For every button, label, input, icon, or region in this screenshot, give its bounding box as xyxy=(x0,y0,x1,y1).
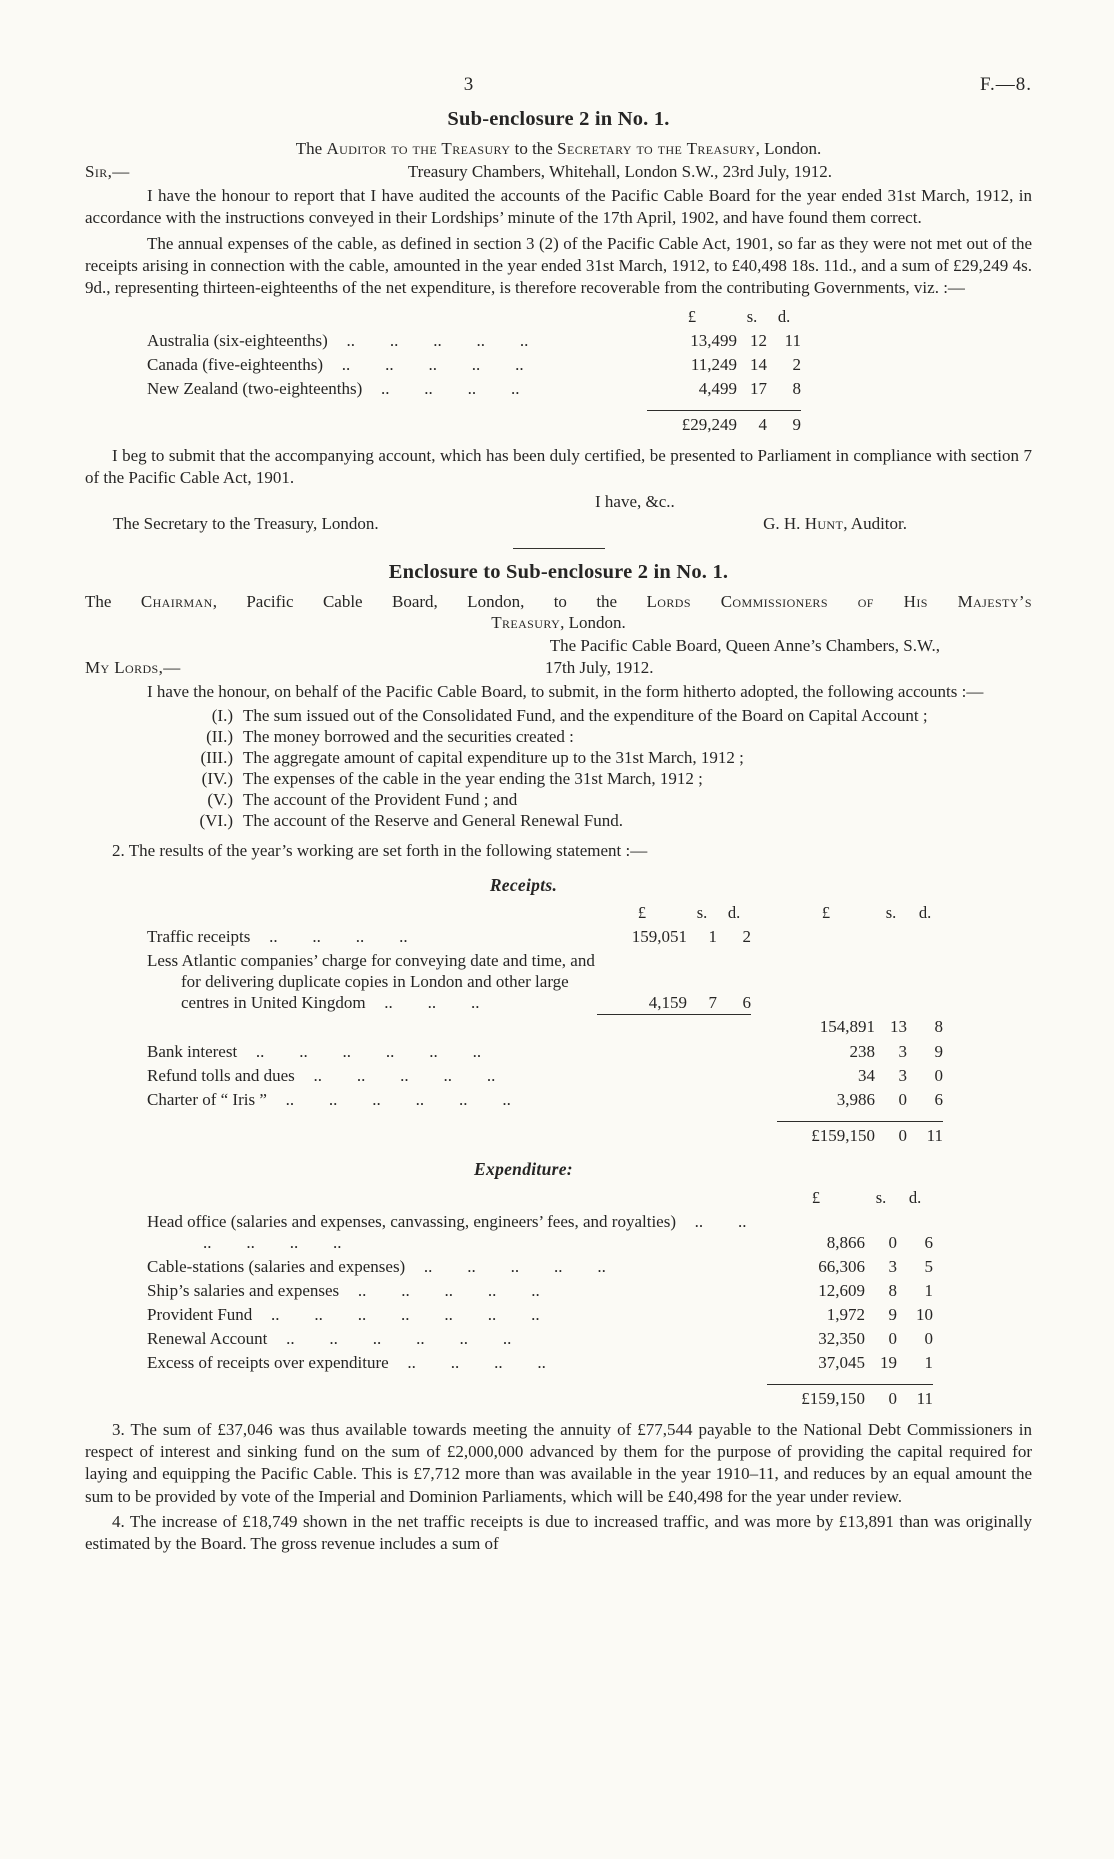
leader-dots: .. .. .. .. .. .. .. xyxy=(271,1305,540,1325)
text-segment: to the xyxy=(510,139,558,158)
list-item xyxy=(175,769,1032,789)
table-row xyxy=(147,352,801,376)
row-label: Charter of “ Iris ” xyxy=(147,1089,267,1109)
expenditure-table xyxy=(147,1186,933,1411)
amount-pounds: 1,972 xyxy=(826,1305,865,1325)
sub-enclosure-heading: Sub-enclosure 2 in No. 1. xyxy=(447,108,670,130)
salutation-row xyxy=(85,162,1032,182)
total-pence: 11 xyxy=(907,1121,943,1147)
small-caps-segment: Secretary to the Treasury xyxy=(557,139,756,158)
sub-enclosure-section xyxy=(85,108,1032,534)
amount-pence: 8 xyxy=(792,378,801,398)
table-header-row xyxy=(147,902,943,925)
amount-shillings: 13 xyxy=(890,1017,907,1037)
amount-pence: 6 xyxy=(934,1089,943,1109)
paragraph: I beg to submit that the accompanying account, which has been duly certified, be presented to Parliament in compliance with section 7 of the Pacific Cable Act, 1901. xyxy=(85,445,1032,487)
leader-dots: .. .. .. .. .. xyxy=(341,354,524,374)
row-label-cell xyxy=(147,328,647,352)
list-item-text: The account of the Reserve and General Renewal Fund. xyxy=(243,811,623,831)
amount-shillings: 14 xyxy=(750,354,767,374)
small-caps-segment: Hunt xyxy=(804,514,844,534)
amount-pounds: 154,891 xyxy=(819,1017,875,1037)
row-label: Renewal Account xyxy=(147,1329,268,1349)
date-line: 17th July, 1912. xyxy=(545,658,654,678)
inner-shillings-header: s. xyxy=(696,903,708,923)
row-label: Provident Fund xyxy=(147,1305,253,1325)
shillings-header: s. xyxy=(875,1187,887,1207)
row-label: Head office (salaries and expenses, canvassing, engineers’ fees, and royalties) xyxy=(147,1211,676,1231)
amount-pounds: 12,609 xyxy=(818,1281,865,1300)
paragraph: 4. The increase of £18,749 shown in the net traffic receipts is due to increased traffic, and was more by £13,891 than was originally estimated by the Board. The gross revenue includes a sum of xyxy=(85,1511,1032,1554)
accounts-list xyxy=(175,706,1032,831)
table-row xyxy=(147,1039,943,1063)
page-header xyxy=(85,74,1032,100)
row-label-cell xyxy=(147,1351,767,1375)
row-label: New Zealand (two-eighteenths) xyxy=(147,378,363,398)
table-row xyxy=(147,1327,933,1351)
table-row xyxy=(147,1351,933,1375)
table-header-row xyxy=(147,305,801,328)
row-label-cell xyxy=(147,949,597,1015)
row-label-cell xyxy=(147,1254,767,1278)
leader-dots: .. .. .. .. .. .. xyxy=(203,1211,747,1252)
row-label-cell xyxy=(147,352,647,376)
list-item xyxy=(175,748,1032,768)
signature-row xyxy=(85,514,1032,534)
amount-pence: 0 xyxy=(924,1329,933,1349)
table-total-row xyxy=(147,1121,943,1147)
amount-pounds: 159,051 xyxy=(631,927,687,947)
pence-header: d. xyxy=(777,306,791,326)
text-segment: The xyxy=(295,139,327,158)
total-pence: 11 xyxy=(897,1385,933,1411)
addressee: The Secretary to the Treasury, London. xyxy=(113,514,379,534)
row-label-cell xyxy=(147,1063,777,1087)
table-header-row xyxy=(147,1186,933,1209)
leader-dots: .. .. .. .. xyxy=(407,1353,546,1373)
row-label-cell xyxy=(147,1039,777,1063)
empty-cell xyxy=(751,902,777,925)
leader-dots: .. .. .. .. .. xyxy=(357,1281,540,1300)
correspondents-line-continued xyxy=(85,613,1032,633)
amount-pence: 10 xyxy=(916,1305,933,1325)
empty-cell xyxy=(147,411,647,437)
list-item-number: (II.) xyxy=(206,727,233,747)
empty-cell xyxy=(147,305,647,328)
shillings-header: s. xyxy=(746,306,758,326)
list-item-text: The aggregate amount of capital expenditure up to the 31st March, 1912 ; xyxy=(243,748,744,768)
table-total-row xyxy=(147,1385,933,1411)
table-row xyxy=(147,1303,933,1327)
apportionment-table xyxy=(147,305,801,436)
total-pounds: £159,150 xyxy=(777,1121,875,1147)
leader-dots: .. .. .. .. .. xyxy=(423,1256,606,1276)
amount-pence: 6 xyxy=(924,1232,933,1252)
sender-address-line: The Pacific Cable Board, Queen Anne’s Chambers, S.W., xyxy=(549,636,940,656)
list-item xyxy=(175,790,1032,810)
amount-pounds: 37,045 xyxy=(818,1353,865,1373)
place-date-line: Treasury Chambers, Whitehall, London S.W., 23rd July, 1912. xyxy=(407,162,832,181)
amount-pence: 11 xyxy=(784,330,801,350)
amount-shillings: 9 xyxy=(888,1305,897,1325)
paragraph: 3. The sum of £37,046 was thus available towards meeting the annuity of £77,544 payable to the National Debt Commissioners in respect of interest and sinking fund on the sum of £2,000,000 advanced by them for the purpose of providing the capital required for laying and equipping the Pacific Cable. This is £7,712 more than was available in the year 1910–11, and reduces by an equal amount the sum to be provided by vote of the Imperial and Dominion Parliaments, which will be £40,498 for the year under review. xyxy=(85,1419,1032,1506)
outer-pence-header: d. xyxy=(918,903,932,923)
empty-cell xyxy=(147,902,597,925)
amount-pounds: 66,306 xyxy=(818,1256,865,1276)
amount-shillings: 3 xyxy=(898,1041,907,1061)
row-label: Refund tolls and dues xyxy=(147,1065,295,1085)
outer-pounds-header: £ xyxy=(821,903,831,923)
table-total-row xyxy=(147,411,801,437)
amount-pence: 6 xyxy=(742,992,751,1012)
total-shillings: 0 xyxy=(875,1121,907,1147)
amount-pence: 1 xyxy=(924,1353,933,1373)
text-segment: , London. xyxy=(755,139,822,158)
inner-pounds-header: £ xyxy=(637,903,647,923)
empty-cell xyxy=(147,1015,597,1039)
list-item-text: The account of the Provident Fund ; and xyxy=(243,790,518,810)
folio-mark: F.—8. xyxy=(979,74,1032,95)
amount-pounds: 238 xyxy=(849,1041,875,1061)
amount-pence: 1 xyxy=(924,1281,933,1300)
small-caps-segment: Treasury xyxy=(491,613,561,633)
amount-pounds: 3,986 xyxy=(836,1089,875,1109)
total-shillings: 4 xyxy=(737,411,767,437)
table-row xyxy=(147,925,943,949)
enclosure-section xyxy=(85,561,1032,1555)
amount-shillings: 12 xyxy=(750,330,767,350)
total-pounds: £159,150 xyxy=(767,1385,865,1411)
empty-cell xyxy=(147,1385,767,1411)
amount-shillings: 8 xyxy=(888,1281,897,1300)
amount-shillings: 17 xyxy=(750,378,767,398)
text-segment: , Pacific Cable Board, London, to the xyxy=(212,592,647,612)
amount-pence: 0 xyxy=(934,1065,943,1085)
text-segment: The xyxy=(85,592,141,612)
amount-pence: 9 xyxy=(934,1041,943,1061)
row-label-cell xyxy=(147,925,597,949)
receipts-table xyxy=(147,902,943,1148)
amount-pounds: 4,499 xyxy=(698,378,737,398)
table-row xyxy=(147,1254,933,1278)
amount-pence: 2 xyxy=(742,927,751,947)
correspondents-line xyxy=(85,139,1032,159)
list-item xyxy=(175,811,1032,831)
paragraph: I have the honour, on behalf of the Pacific Cable Board, to submit, in the form hitherto adopted, the following accounts :— xyxy=(147,682,984,702)
amount-shillings: 7 xyxy=(708,992,717,1012)
list-item-number: (III.) xyxy=(200,748,233,768)
amount-pounds: 34 xyxy=(858,1065,875,1085)
correspondents-line xyxy=(85,592,1032,612)
row-label: Less Atlantic companies’ charge for conveying date and time, and for delivering duplicate copies in London and other large centres in United Kingdom xyxy=(147,951,595,1013)
small-caps-segment: Lords Commissioners of His Majesty’s xyxy=(646,592,1032,612)
enclosure-heading: Enclosure to Sub-enclosure 2 in No. 1. xyxy=(388,561,729,584)
row-label: Bank interest xyxy=(147,1041,238,1061)
paragraph: I have the honour to report that I have audited the accounts of the Pacific Cable Board for the year ended 31st March, 1912, in accordance with the instructions conveyed in their Lordships’ minute of the 17th April, 1902, and have found them correct. xyxy=(85,186,1032,228)
row-label-cell xyxy=(147,376,647,400)
row-label-cell xyxy=(147,1087,777,1111)
list-item-text: The money borrowed and the securities created : xyxy=(243,727,574,747)
row-label-cell xyxy=(147,1279,767,1303)
total-pounds: £29,249 xyxy=(647,411,737,437)
spacer-row xyxy=(147,1111,943,1121)
paragraph: 2. The results of the year’s working are set forth in the following statement :— xyxy=(112,841,648,861)
amount-pounds: 13,499 xyxy=(690,330,737,350)
text-segment: G. H. xyxy=(763,514,805,534)
leader-dots: .. .. .. .. .. .. xyxy=(286,1329,512,1349)
amount-pounds: 32,350 xyxy=(818,1329,865,1349)
text-segment: , Auditor. xyxy=(843,514,907,534)
amount-shillings: 0 xyxy=(888,1329,897,1349)
small-caps-segment: Chairman xyxy=(140,592,213,612)
table-row xyxy=(147,328,801,352)
row-label: Australia (six-eighteenths) xyxy=(147,330,328,350)
list-item-number: (V.) xyxy=(207,790,233,810)
amount-shillings: 19 xyxy=(880,1353,897,1373)
receipts-heading: Receipts. xyxy=(489,874,558,895)
row-label: Excess of receipts over expenditure xyxy=(147,1353,389,1373)
table-row xyxy=(147,1279,933,1303)
amount-shillings: 0 xyxy=(888,1232,897,1252)
salutation: Sir,— xyxy=(85,162,130,181)
table-row xyxy=(147,1209,933,1254)
amount-shillings: 1 xyxy=(708,927,717,947)
list-item-text: The expenses of the cable in the year ending the 31st March, 1912 ; xyxy=(243,769,703,789)
outer-shillings-header: s. xyxy=(885,903,897,923)
empty-cell xyxy=(147,1186,767,1209)
spacer-row xyxy=(147,401,801,411)
row-label-cell xyxy=(147,1327,767,1351)
amount-pence: 8 xyxy=(934,1017,943,1037)
amount-pence: 2 xyxy=(792,354,801,374)
pence-header: d. xyxy=(908,1187,922,1207)
table-row xyxy=(147,376,801,400)
row-label: Canada (five-eighteenths) xyxy=(147,354,324,374)
list-item xyxy=(175,727,1032,747)
salutation-row xyxy=(85,658,1032,678)
amount-pounds: 11,249 xyxy=(690,354,737,374)
spacer-row xyxy=(147,1375,933,1385)
list-item-number: (I.) xyxy=(211,706,233,726)
text-segment: , London. xyxy=(560,613,626,633)
amount-shillings: 3 xyxy=(898,1065,907,1085)
page-number: 3 xyxy=(463,74,474,95)
valediction: I have, &c.. xyxy=(595,492,675,512)
signature xyxy=(763,514,907,534)
amount-pence: 5 xyxy=(924,1256,933,1276)
paragraph: The annual expenses of the cable, as defined in section 3 (2) of the Pacific Cable Act, 1901, so far as they were not met out of the receipts arising in connection with the cable, amounted in the year ended 31st March, 1912, to £40,498 18s. 11d., and a sum of £29,249 4s. 9d., representing thirteen-eighteenths of the net expenditure, is therefore recoverable from the contributing Governments, viz. :— xyxy=(85,233,1032,298)
list-item-text: The sum issued out of the Consolidated Fund, and the expenditure of the Board on Capital Account ; xyxy=(243,706,928,726)
amount-shillings: 3 xyxy=(888,1256,897,1276)
list-item-number: (VI.) xyxy=(199,811,233,831)
row-label-cell xyxy=(147,1303,767,1327)
row-label-cell xyxy=(147,1209,767,1254)
leader-dots: .. .. .. .. xyxy=(380,378,520,398)
amount-shillings: 0 xyxy=(898,1089,907,1109)
leader-dots: .. .. .. xyxy=(384,993,480,1013)
leader-dots: .. .. .. .. .. .. xyxy=(285,1089,511,1109)
table-row xyxy=(147,949,943,1015)
total-shillings: 0 xyxy=(865,1385,897,1411)
salutation: My Lords,— xyxy=(85,658,181,678)
pounds-header: £ xyxy=(811,1187,821,1207)
row-label: Cable-stations (salaries and expenses) xyxy=(147,1256,406,1276)
leader-dots: .. .. .. .. .. .. xyxy=(255,1041,482,1061)
amount-pounds: 8,866 xyxy=(826,1232,865,1252)
row-label: Ship’s salaries and expenses xyxy=(147,1281,340,1300)
inner-pence-header: d. xyxy=(727,903,741,923)
leader-dots: .. .. .. .. .. xyxy=(313,1065,496,1085)
list-item xyxy=(175,706,1032,726)
leader-dots: .. .. .. .. .. xyxy=(346,330,529,350)
row-label: Traffic receipts xyxy=(147,927,251,947)
amount-pounds: 4,159 xyxy=(648,992,687,1012)
list-item-number: (IV.) xyxy=(201,769,233,789)
table-row xyxy=(147,1063,943,1087)
subtotal-carry-row xyxy=(147,1015,943,1039)
total-pence: 9 xyxy=(767,411,801,437)
empty-cell xyxy=(147,1121,777,1147)
leader-dots: .. .. .. .. xyxy=(269,927,408,947)
pounds-header: £ xyxy=(687,306,697,326)
table-row xyxy=(147,1087,943,1111)
small-caps-segment: Auditor to the Treasury xyxy=(326,139,511,158)
section-divider xyxy=(513,548,605,549)
expenditure-heading: Expenditure: xyxy=(474,1159,573,1180)
